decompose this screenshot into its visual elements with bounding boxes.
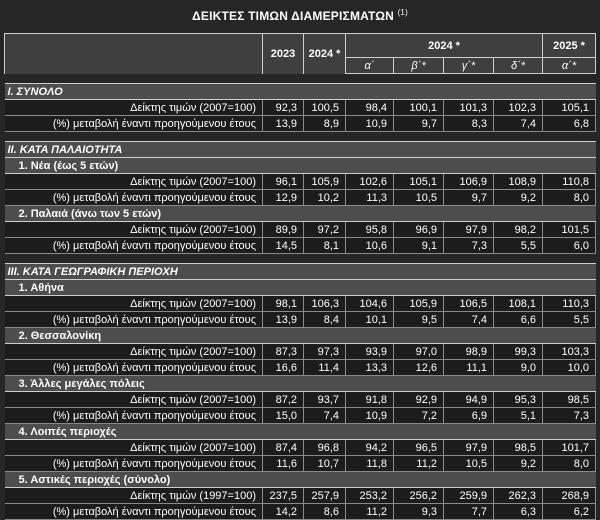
value-cell: 8,9 — [304, 116, 346, 132]
row-label: Δείκτης τιμών (2007=100) — [5, 344, 263, 360]
row-label: Δείκτης τιμών (2007=100) — [5, 392, 263, 408]
value-cell: 98,9 — [444, 344, 494, 360]
value-cell: 9,1 — [394, 238, 444, 254]
section-heading-label: I. ΣΥΝΟΛΟ — [5, 84, 596, 100]
section-heading-label: II. ΚΑΤΑ ΠΑΛΑΙΟΤΗΤΑ — [5, 142, 596, 158]
value-cell: 93,7 — [304, 392, 346, 408]
subsection-heading — [5, 206, 596, 222]
row-label: (%) μεταβολή έναντι προηγούμενου έτους — [5, 360, 263, 376]
value-cell: 95,8 — [346, 222, 394, 238]
header-year-2025: 2025 * — [543, 34, 596, 58]
value-cell: 98,4 — [346, 100, 394, 116]
section-heading — [5, 84, 596, 100]
value-cell: 95,3 — [494, 392, 543, 408]
section-heading — [5, 264, 596, 280]
subsection-heading-label: 2. Παλαιά (άνω των 5 ετών) — [5, 206, 596, 222]
value-cell: 6,9 — [444, 408, 494, 424]
value-cell: 13,9 — [263, 312, 304, 328]
row-label: Δείκτης τιμών (2007=100) — [5, 100, 263, 116]
value-cell: 13,9 — [263, 116, 304, 132]
value-cell: 105,1 — [543, 100, 596, 116]
value-cell: 102,3 — [494, 100, 543, 116]
value-cell: 14,5 — [263, 238, 304, 254]
value-cell: 98,5 — [494, 440, 543, 456]
header-q2: β΄* — [394, 58, 444, 74]
subsection-heading-label: 4. Λοιπές περιοχές — [5, 424, 596, 440]
table-row — [5, 238, 596, 254]
value-cell: 87,4 — [263, 440, 304, 456]
value-cell: 97,2 — [304, 222, 346, 238]
value-cell: 11,2 — [394, 456, 444, 472]
value-cell: 257,9 — [304, 488, 346, 504]
table-row — [5, 312, 596, 328]
subsection-heading-label: 2. Θεσσαλονίκη — [5, 328, 596, 344]
value-cell: 11,6 — [263, 456, 304, 472]
table-row — [5, 456, 596, 472]
row-label: Δείκτης τιμών (2007=100) — [5, 174, 263, 190]
value-cell: 14,2 — [263, 504, 304, 520]
value-cell: 102,6 — [346, 174, 394, 190]
value-cell: 96,8 — [304, 440, 346, 456]
value-cell: 87,2 — [263, 392, 304, 408]
value-cell: 8,0 — [543, 190, 596, 206]
table-row — [5, 392, 596, 408]
row-label: Δείκτης τιμών (2007=100) — [5, 222, 263, 238]
table-body — [5, 74, 596, 520]
value-cell: 94,9 — [444, 392, 494, 408]
value-cell: 12,6 — [394, 360, 444, 376]
value-cell: 7,3 — [444, 238, 494, 254]
value-cell: 10,9 — [346, 116, 394, 132]
value-cell: 9,2 — [494, 456, 543, 472]
value-cell: 100,1 — [394, 100, 444, 116]
value-cell: 101,7 — [543, 440, 596, 456]
row-label: (%) μεταβολή έναντι προηγούμενου έτους — [5, 238, 263, 254]
subsection-heading-label: 1. Νέα (έως 5 ετών) — [5, 158, 596, 174]
header-q4: δ΄* — [494, 58, 543, 74]
value-cell: 13,3 — [346, 360, 394, 376]
header-year-2023: 2023 — [263, 34, 304, 74]
value-cell: 259,9 — [444, 488, 494, 504]
row-label: Δείκτης τιμών (1997=100) — [5, 488, 263, 504]
value-cell: 9,7 — [444, 190, 494, 206]
value-cell: 104,6 — [346, 296, 394, 312]
value-cell: 6,8 — [543, 116, 596, 132]
value-cell: 108,1 — [494, 296, 543, 312]
subsection-heading — [5, 158, 596, 174]
value-cell: 256,2 — [394, 488, 444, 504]
value-cell: 7,4 — [304, 408, 346, 424]
subsection-heading — [5, 424, 596, 440]
value-cell: 92,9 — [394, 392, 444, 408]
section-heading-label: III. ΚΑΤΑ ΓΕΩΓΡΑΦΙΚΗ ΠΕΡΙΟΧΗ — [5, 264, 596, 280]
spacer-cell — [5, 254, 596, 264]
value-cell: 89,9 — [263, 222, 304, 238]
value-cell: 8,3 — [444, 116, 494, 132]
value-cell: 87,3 — [263, 344, 304, 360]
row-label: (%) μεταβολή έναντι προηγούμενου έτους — [5, 116, 263, 132]
row-label: (%) μεταβολή έναντι προηγούμενου έτους — [5, 408, 263, 424]
table-row — [5, 440, 596, 456]
value-cell: 97,9 — [444, 222, 494, 238]
row-label: Δείκτης τιμών (2007=100) — [5, 440, 263, 456]
value-cell: 11,4 — [304, 360, 346, 376]
value-cell: 97,3 — [304, 344, 346, 360]
value-cell: 106,9 — [444, 174, 494, 190]
value-cell: 5,5 — [543, 312, 596, 328]
value-cell: 11,8 — [346, 456, 394, 472]
value-cell: 10,2 — [304, 190, 346, 206]
value-cell: 10,9 — [346, 408, 394, 424]
table-row — [5, 190, 596, 206]
row-label: (%) μεταβολή έναντι προηγούμενου έτους — [5, 456, 263, 472]
value-cell: 91,8 — [346, 392, 394, 408]
value-cell: 105,1 — [394, 174, 444, 190]
row-label: (%) μεταβολή έναντι προηγούμενου έτους — [5, 190, 263, 206]
value-cell: 97,9 — [444, 440, 494, 456]
spacer-cell — [5, 74, 596, 84]
value-cell: 7,3 — [543, 408, 596, 424]
table-row — [5, 408, 596, 424]
value-cell: 7,7 — [444, 504, 494, 520]
value-cell: 8,6 — [304, 504, 346, 520]
value-cell: 11,1 — [444, 360, 494, 376]
value-cell: 5,1 — [494, 408, 543, 424]
subsection-heading — [5, 280, 596, 296]
subsection-heading — [5, 472, 596, 488]
value-cell: 110,3 — [543, 296, 596, 312]
subsection-heading-label: 1. Αθήνα — [5, 280, 596, 296]
value-cell: 10,7 — [304, 456, 346, 472]
title-footnote-marker: (1) — [397, 8, 408, 17]
price-index-table — [4, 33, 596, 520]
value-cell: 110,8 — [543, 174, 596, 190]
value-cell: 106,5 — [444, 296, 494, 312]
table-row — [5, 296, 596, 312]
value-cell: 5,5 — [494, 238, 543, 254]
value-cell: 262,3 — [494, 488, 543, 504]
header-quarters-2024: 2024 * — [346, 34, 543, 58]
value-cell: 6,3 — [494, 504, 543, 520]
value-cell: 8,4 — [304, 312, 346, 328]
value-cell: 96,9 — [394, 222, 444, 238]
spacer-row — [5, 254, 596, 264]
value-cell: 99,3 — [494, 344, 543, 360]
value-cell: 106,3 — [304, 296, 346, 312]
value-cell: 8,1 — [304, 238, 346, 254]
spacer-row — [5, 132, 596, 142]
spacer-cell — [5, 132, 596, 142]
value-cell: 103,3 — [543, 344, 596, 360]
value-cell: 10,1 — [346, 312, 394, 328]
table-row — [5, 174, 596, 190]
table-header — [5, 34, 596, 74]
table-row — [5, 222, 596, 238]
table-row — [5, 100, 596, 116]
row-label: (%) μεταβολή έναντι προηγούμενου έτους — [5, 504, 263, 520]
value-cell: 94,2 — [346, 440, 394, 456]
value-cell: 16,6 — [263, 360, 304, 376]
value-cell: 98,1 — [263, 296, 304, 312]
section-heading — [5, 142, 596, 158]
value-cell: 253,2 — [346, 488, 394, 504]
value-cell: 105,9 — [304, 174, 346, 190]
value-cell: 10,5 — [444, 456, 494, 472]
value-cell: 10,0 — [543, 360, 596, 376]
value-cell: 12,9 — [263, 190, 304, 206]
header-year-2024: 2024 * — [304, 34, 346, 74]
table-row — [5, 344, 596, 360]
subsection-heading-label: 3. Άλλες μεγάλες πόλεις — [5, 376, 596, 392]
subsection-heading — [5, 328, 596, 344]
value-cell: 93,9 — [346, 344, 394, 360]
value-cell: 7,4 — [494, 116, 543, 132]
value-cell: 268,9 — [543, 488, 596, 504]
header-q1-2025: α΄* — [543, 58, 596, 74]
value-cell: 98,2 — [494, 222, 543, 238]
value-cell: 11,3 — [346, 190, 394, 206]
value-cell: 96,5 — [394, 440, 444, 456]
header-q3: γ΄* — [444, 58, 494, 74]
row-label: Δείκτης τιμών (2007=100) — [5, 296, 263, 312]
spacer-row — [5, 74, 596, 84]
value-cell: 98,5 — [543, 392, 596, 408]
value-cell: 6,6 — [494, 312, 543, 328]
value-cell: 92,3 — [263, 100, 304, 116]
value-cell: 9,2 — [494, 190, 543, 206]
table-row — [5, 488, 596, 504]
title-text: ΔΕΙΚΤΕΣ ΤΙΜΩΝ ΔΙΑΜΕΡΙΣΜΑΤΩΝ — [192, 9, 395, 23]
value-cell: 10,5 — [394, 190, 444, 206]
value-cell: 96,1 — [263, 174, 304, 190]
table-row — [5, 360, 596, 376]
value-cell: 101,5 — [543, 222, 596, 238]
value-cell: 101,3 — [444, 100, 494, 116]
table-row — [5, 116, 596, 132]
value-cell: 97,0 — [394, 344, 444, 360]
row-label: (%) μεταβολή έναντι προηγούμενου έτους — [5, 312, 263, 328]
value-cell: 108,9 — [494, 174, 543, 190]
value-cell: 10,6 — [346, 238, 394, 254]
subsection-heading-label: 5. Αστικές περιοχές (σύνολο) — [5, 472, 596, 488]
value-cell: 7,2 — [394, 408, 444, 424]
table-title — [0, 8, 600, 30]
value-cell: 9,3 — [394, 504, 444, 520]
value-cell: 6,0 — [543, 238, 596, 254]
value-cell: 11,2 — [346, 504, 394, 520]
value-cell: 6,2 — [543, 504, 596, 520]
subsection-heading — [5, 376, 596, 392]
header-label-cell — [5, 34, 263, 74]
value-cell: 100,5 — [304, 100, 346, 116]
value-cell: 105,9 — [394, 296, 444, 312]
header-q1: α΄ — [346, 58, 394, 74]
value-cell: 8,0 — [543, 456, 596, 472]
value-cell: 9,7 — [394, 116, 444, 132]
value-cell: 15,0 — [263, 408, 304, 424]
value-cell: 237,5 — [263, 488, 304, 504]
value-cell: 7,4 — [444, 312, 494, 328]
value-cell: 9,5 — [394, 312, 444, 328]
value-cell: 9,0 — [494, 360, 543, 376]
